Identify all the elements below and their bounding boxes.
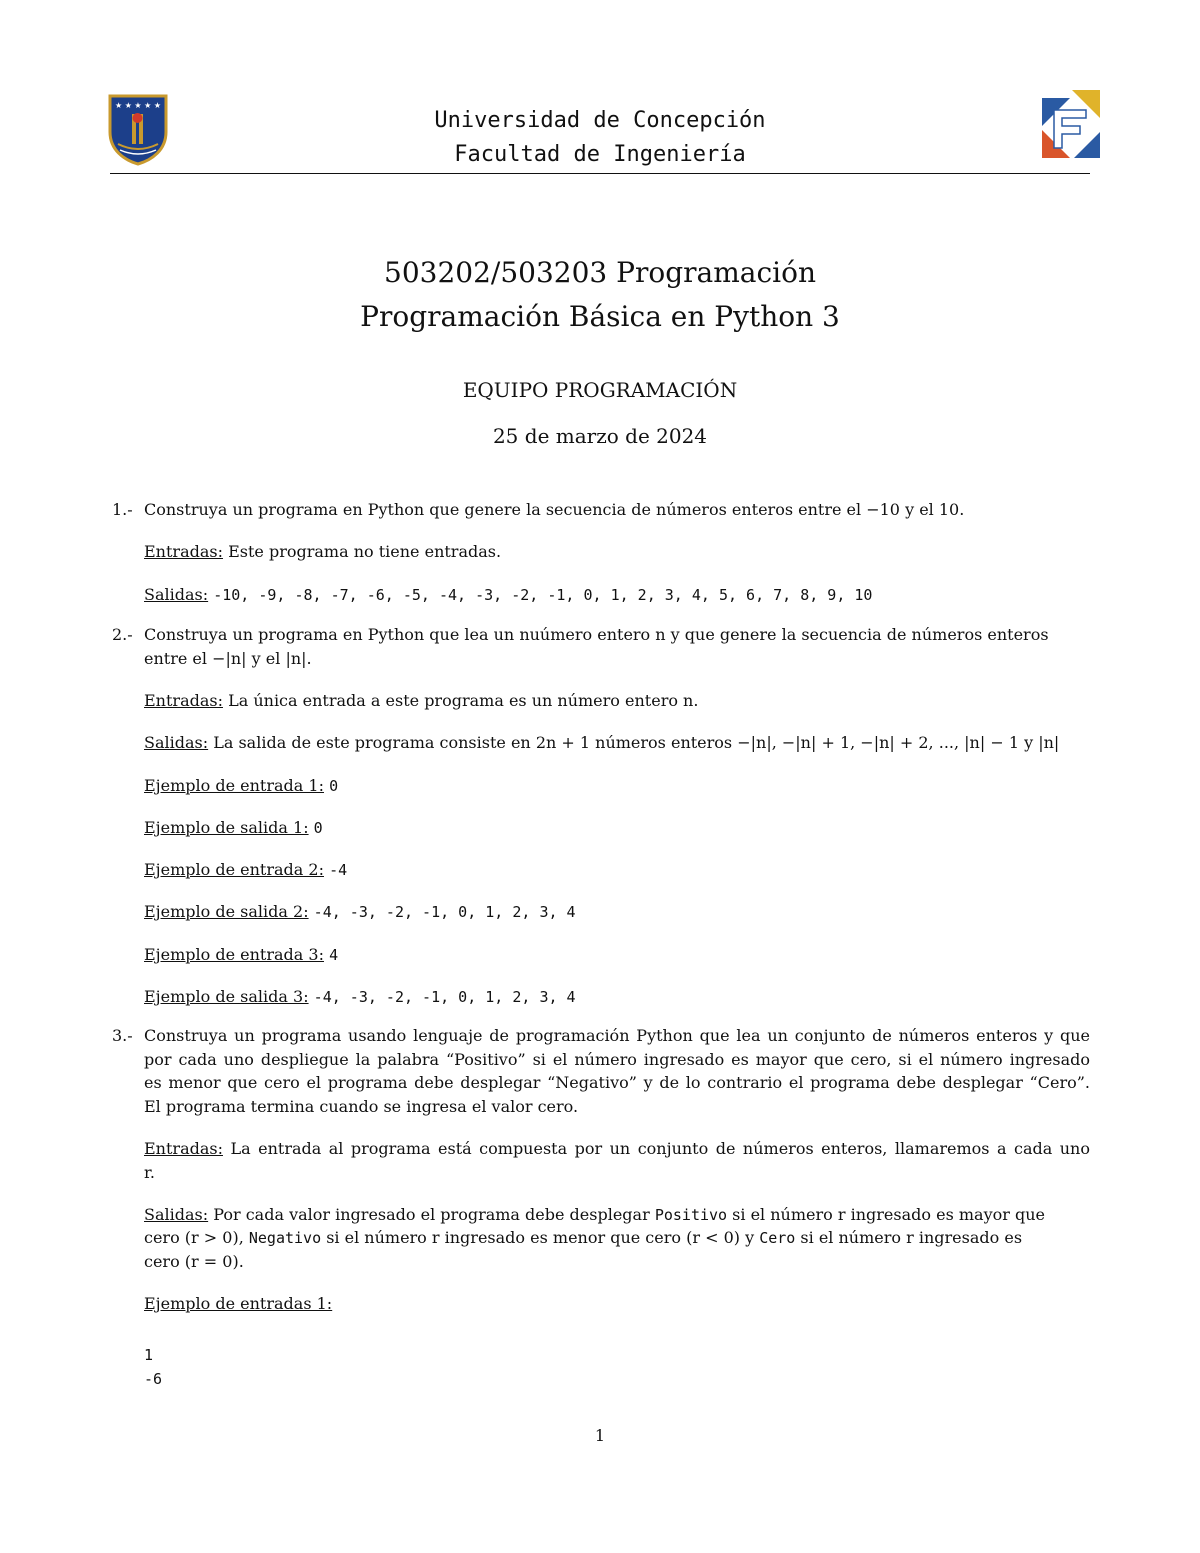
example-label: Ejemplo de salida 2: [144, 902, 309, 921]
code-positivo: Positivo [654, 1206, 728, 1224]
example-label: Ejemplo de entrada 1: [144, 776, 324, 795]
exercise-3-outputs-line-1 [144, 1205, 1045, 1224]
faculty-name: Facultad de Ingeniería [454, 142, 746, 167]
example-value: 0 [313, 819, 323, 837]
example-value-line-1: 1 [144, 1346, 154, 1364]
outputs-text: si el número r ingresado es menor que cero (r < 0) y [321, 1228, 760, 1247]
university-name: Universidad de Concepción [434, 108, 766, 133]
code-negativo: Negativo [248, 1229, 322, 1247]
exercise-3-inputs-line-2: r. [144, 1163, 155, 1182]
inputs-text: La entrada al programa está compuesta por un conjunto de números enteros, llamaremos a cada uno [230, 1139, 1090, 1158]
exercise-2-number: 2.- [112, 625, 133, 644]
exercise-1-outputs [144, 585, 872, 604]
example-label: Ejemplo de salida 3: [144, 987, 309, 1006]
page-number: 1 [594, 1426, 606, 1445]
header-divider [110, 173, 1090, 174]
exercise-1-inputs [144, 542, 501, 561]
exercise-2-outputs [144, 733, 1059, 752]
inputs-label: Entradas: [144, 691, 223, 710]
outputs-text: cero (r > 0), [144, 1228, 249, 1247]
exercise-3-statement-line-3: es menor que cero el programa debe desplegar “Negativo” y de lo contrario el programa debe desplegar “Cero”. [144, 1073, 1090, 1092]
document-date: 25 de marzo de 2024 [492, 424, 708, 448]
exercise-3-number: 3.- [112, 1026, 133, 1045]
exercise-2-inputs [144, 691, 698, 710]
outputs-sequence: -10, -9, -8, -7, -6, -5, -4, -3, -2, -1, 0, 1, 2, 3, 4, 5, 6, 7, 8, 9, 10 [213, 586, 873, 604]
example-output-1 [144, 818, 323, 837]
example-output-2 [144, 902, 576, 921]
code-cero: Cero [759, 1229, 796, 1247]
course-title: 503202/503203 Programación [384, 256, 816, 289]
exercise-2-statement-line-2: entre el −|n| y el |n|. [144, 649, 312, 668]
inputs-label: Entradas: [144, 542, 223, 561]
example-label: Ejemplo de entrada 3: [144, 945, 324, 964]
document-subtitle: Programación Básica en Python 3 [360, 300, 840, 333]
author: EQUIPO PROGRAMACIÓN [462, 378, 738, 402]
example-label: Ejemplo de entrada 2: [144, 860, 324, 879]
example-value: 4 [329, 946, 339, 964]
svg-text:★ ★ ★ ★ ★: ★ ★ ★ ★ ★ [114, 101, 162, 110]
example-input-1 [144, 776, 338, 795]
exercise-3-statement-line-4: El programa termina cuando se ingresa el valor cero. [144, 1097, 579, 1116]
example-output-3 [144, 987, 576, 1006]
example-value: -4 [329, 861, 348, 879]
outputs-text: si el número r ingresado es [795, 1228, 1023, 1247]
inputs-text: La única entrada a este programa es un número entero n. [228, 691, 699, 710]
outputs-text: Por cada valor ingresado el programa debe desplegar [213, 1205, 655, 1224]
inputs-text: Este programa no tiene entradas. [228, 542, 502, 561]
outputs-label: Salidas: [144, 1205, 209, 1224]
exercise-1-statement: Construya un programa en Python que genere la secuencia de números enteros entre el −10 y el 10. [144, 500, 965, 519]
example-value: 0 [329, 777, 339, 795]
example-input-3 [144, 945, 338, 964]
example-value-line-2: -6 [144, 1370, 163, 1388]
exercise-3-statement-line-2: por cada uno despliegue la palabra “Positivo” si el número ingresado es mayor que cero, si el número ingresado [144, 1050, 1090, 1069]
exercise-3-outputs-line-3: cero (r = 0). [144, 1252, 244, 1271]
example-input-2 [144, 860, 347, 879]
outputs-label: Salidas: [144, 585, 209, 604]
example-label: Ejemplo de salida 1: [144, 818, 309, 837]
outputs-text: La salida de este programa consiste en 2n + 1 números enteros −|n|, −|n| + 1, −|n| + 2, ..., |n| − 1 y |n| [213, 733, 1060, 752]
example-value: -4, -3, -2, -1, 0, 1, 2, 3, 4 [313, 988, 576, 1006]
exercise-3-outputs-line-2 [144, 1228, 1022, 1247]
outputs-text: si el número r ingresado es mayor que [727, 1205, 1045, 1224]
example-label: Ejemplo de entradas 1: [144, 1294, 333, 1313]
exercise-3-statement-line-1: Construya un programa usando lenguaje de programación Python que lea un conjunto de números enteros y que [144, 1026, 1090, 1045]
outputs-label: Salidas: [144, 733, 209, 752]
exercise-3-examples-label [144, 1294, 332, 1313]
exercise-2-statement-line-1: Construya un programa en Python que lea un nuúmero entero n y que genere la secuencia de números enteros [144, 625, 1049, 644]
exercise-1-number: 1.- [112, 500, 133, 519]
exercise-3-inputs [144, 1139, 1090, 1158]
inputs-label: Entradas: [144, 1139, 223, 1158]
example-value: -4, -3, -2, -1, 0, 1, 2, 3, 4 [313, 903, 576, 921]
